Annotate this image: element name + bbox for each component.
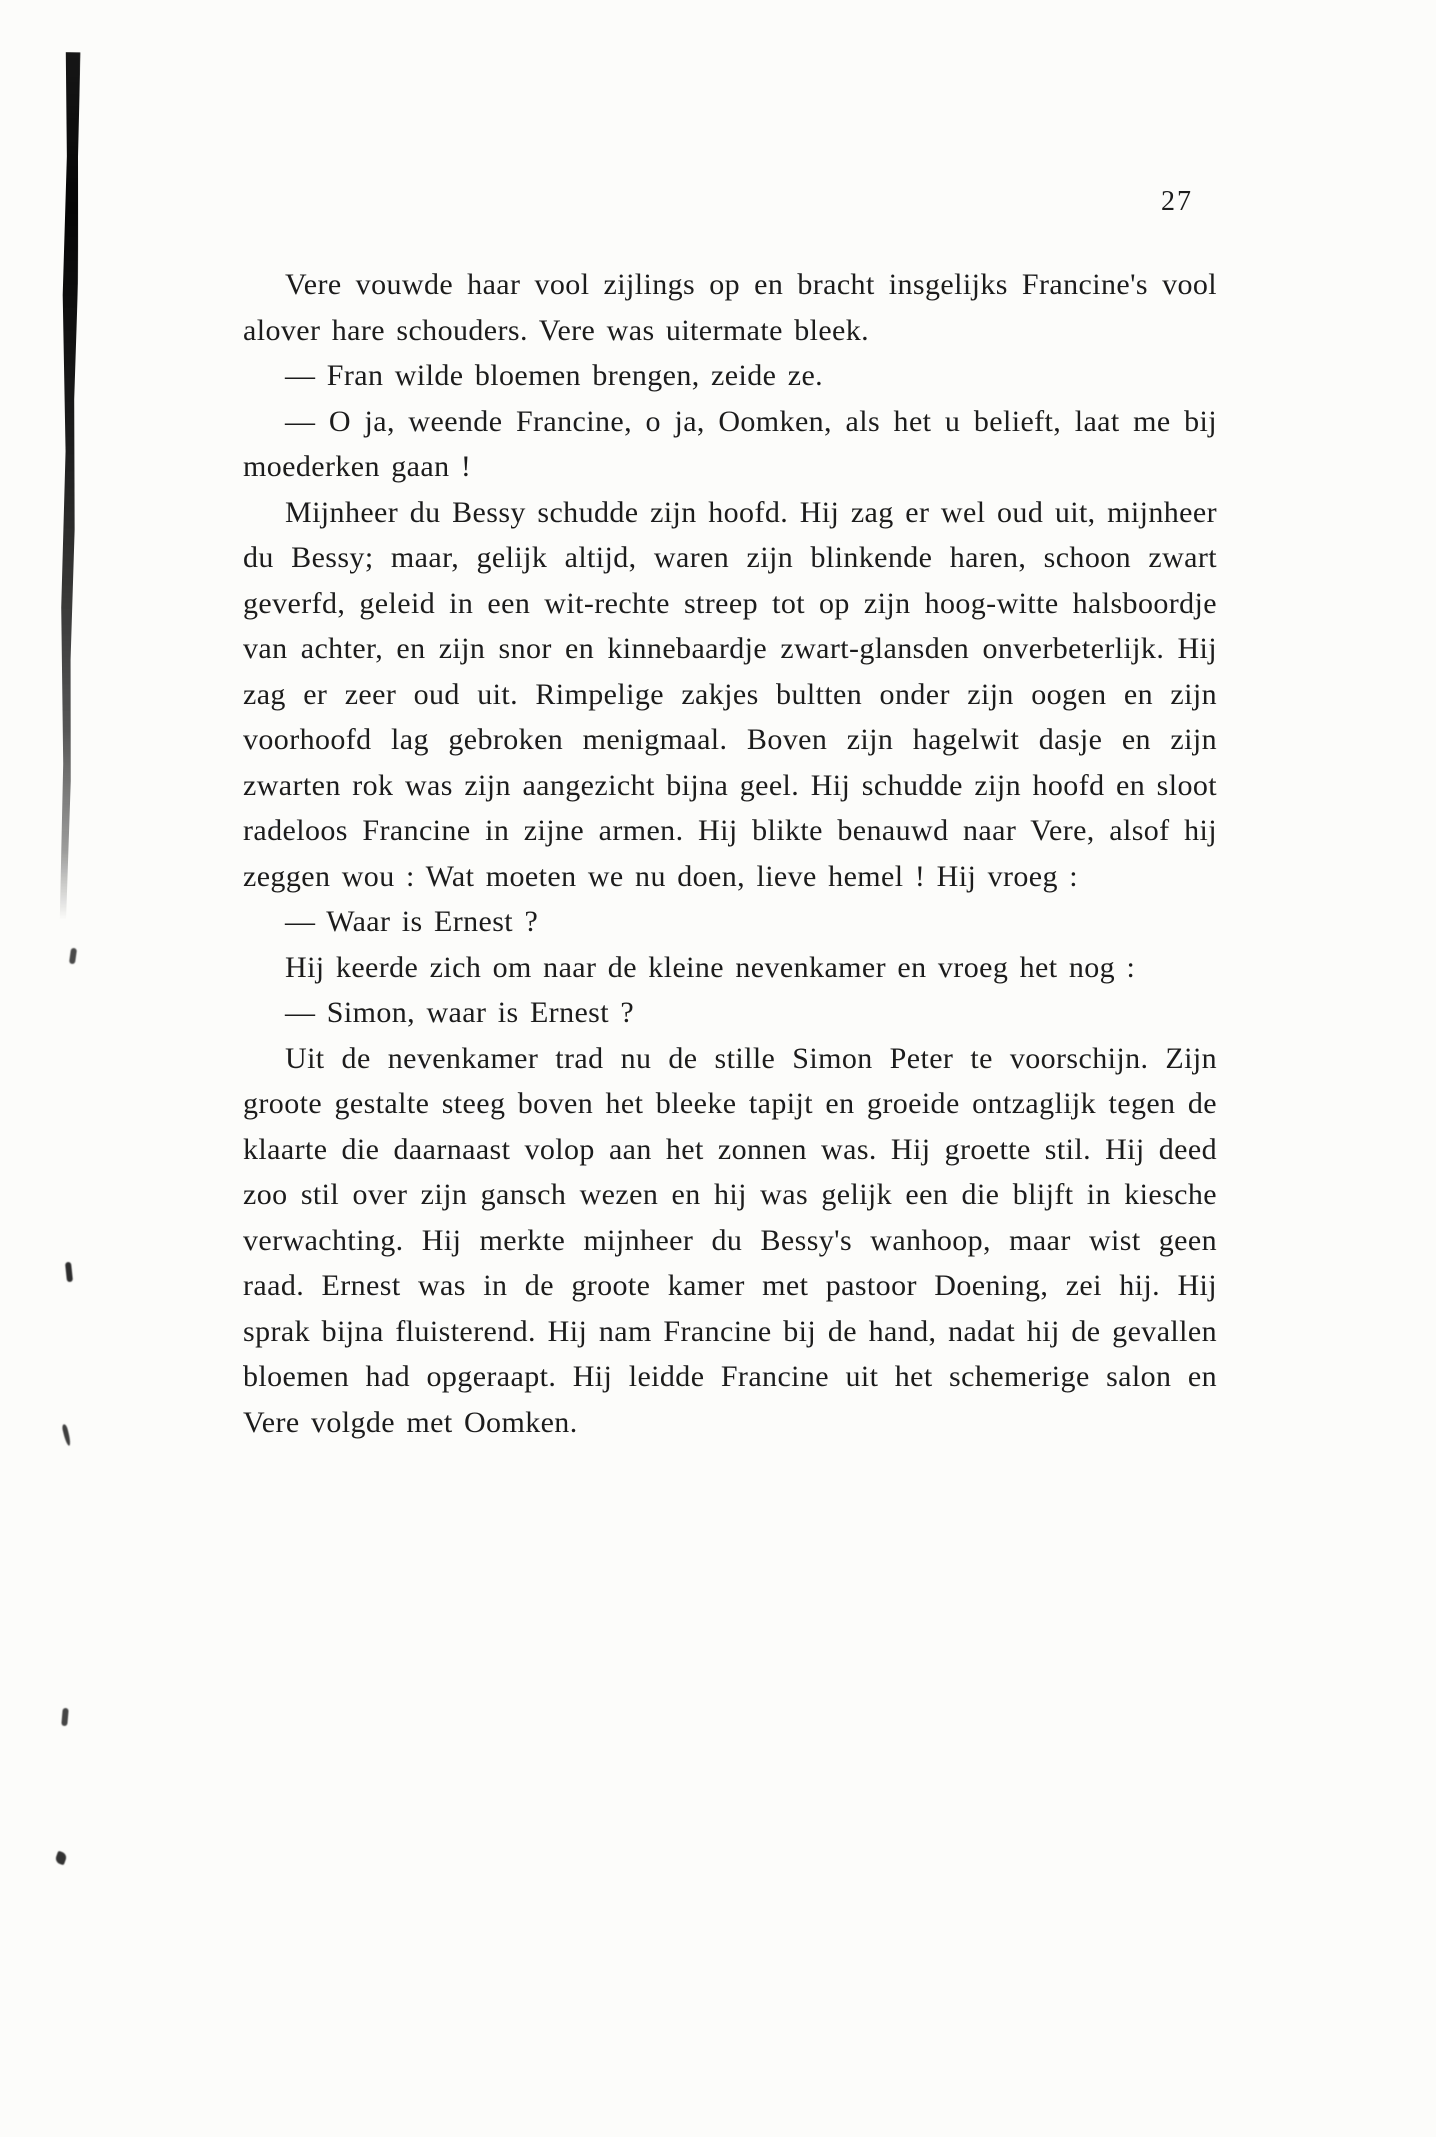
ink-smudge	[54, 1851, 68, 1866]
ink-smudge	[65, 1262, 73, 1283]
paragraph-prose: Uit de nevenkamer trad nu de stille Simon Peter te voorschijn. Zijn groote gestalte steeg boven het bleeke tapijt en groeide ontzaglijk tegen de klaarte die daarnaast volop aan het zonnen was. Hij groette stil. Hij deed zoo stil over zijn gansch wezen en hij was gelijk een die blijft in kiesche verwachting. Hij merkte mijnheer du Bessy's wanhoop, maar wist geen raad. Ernest was in de groote kamer met pastoor Doening, zei hij. Hij sprak bijna fluisterend. Hij nam Francine bij de hand, nadat hij de gevallen bloemen had opgeraapt. Hij leidde Francine uit het schemerige salon en Vere volgde met Oomken.	[243, 1041, 1217, 1439]
paragraph-prose: Mijnheer du Bessy schudde zijn hoofd. Hij zag er wel oud uit, mijnheer du Bessy; maar, gelijk altijd, waren zijn blinkende haren, schoon zwart geverfd, geleid in een wit-rechte streep tot op zijn hoog-witte halsboordje van achter, en zijn snor en kinnebaardje zwart-glansden onverbeterlijk. Hij zag er zeer oud uit. Rimpelige zakjes bultten onder zijn oogen en zijn voorhoofd lag gebroken menigmaal. Boven zijn hagelwit dasje en zijn zwarten rok was zijn aangezicht bijna geel. Hij schudde zijn hoofd en sloot radeloos Francine in zijne armen. Hij blikte benauwd naar Vere, alsof hij zeggen wou : Wat moeten we nu doen, lieve hemel ! Hij vroeg :	[243, 495, 1217, 893]
ink-smudge	[69, 948, 77, 965]
paragraph-dialogue: — Waar is Ernest ?	[285, 905, 539, 938]
ink-smudge	[61, 1708, 69, 1726]
text-block	[243, 262, 1217, 1445]
paragraph-dialogue: — Fran wilde bloemen brengen, zeide ze.	[285, 359, 824, 392]
binding-ink-streak	[53, 52, 80, 920]
paragraph-prose: Hij keerde zich om naar de kleine nevenkamer en vroeg het nog :	[285, 950, 1136, 984]
paragraph-dialogue: — O ja, weende Francine, o ja, Oomken, als het u belieft, laat me bij moederken gaan !	[243, 404, 1217, 483]
page-number: 27	[1161, 186, 1193, 217]
ink-smudge	[61, 1424, 71, 1447]
paragraph-prose: Vere vouwde haar vool zijlings op en bracht insgelijks Francine's vool alover hare schouders. Vere was uitermate bleek.	[243, 268, 1217, 347]
paragraph-dialogue: — Simon, waar is Ernest ?	[285, 996, 635, 1029]
